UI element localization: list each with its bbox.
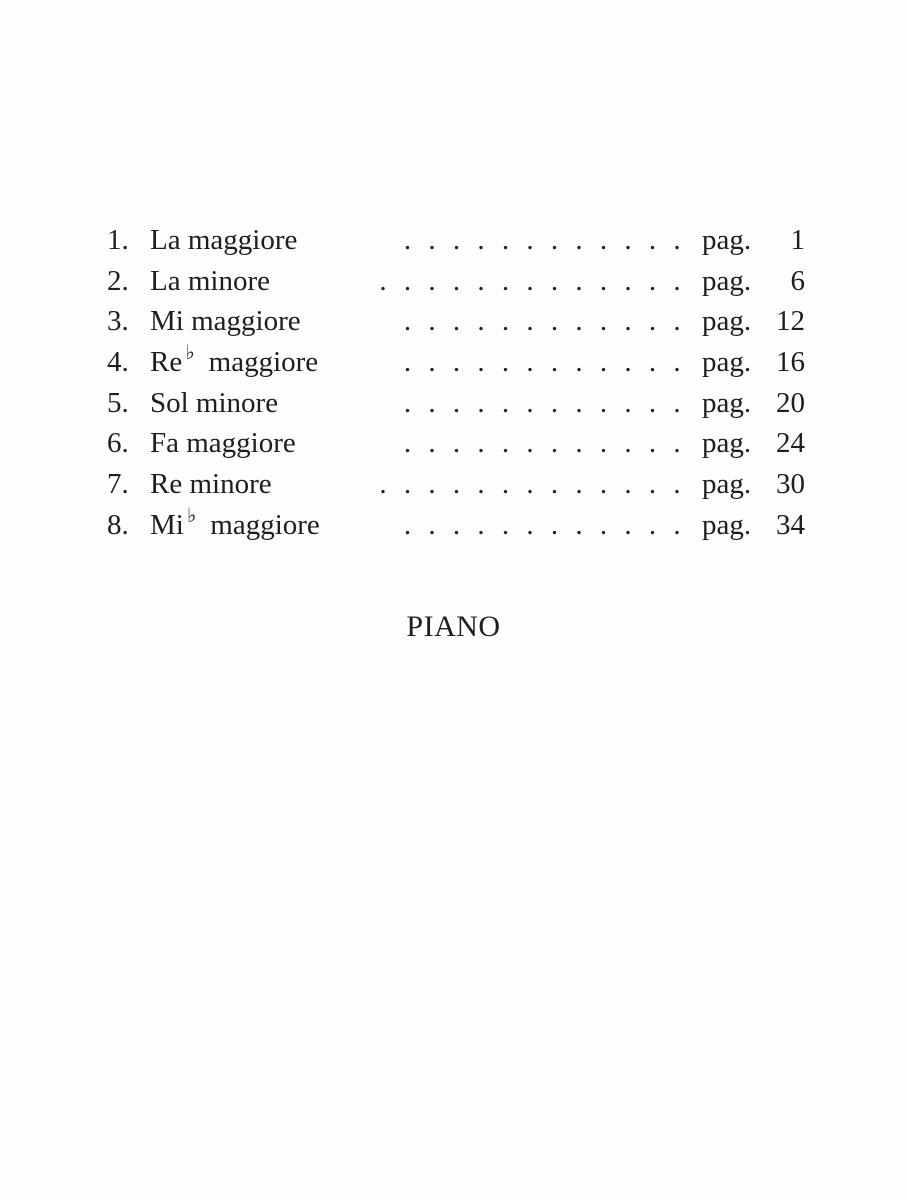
leader-dot: . [550,264,559,297]
toc-number: 5. [107,386,129,419]
leader-dot: . [648,508,657,541]
toc-entry [107,505,805,546]
leader-dot: . [452,224,461,256]
toc-title [150,301,301,341]
toc-page-number: 6 [790,264,805,297]
leader-dot: . [526,427,534,460]
toc-number: 7. [107,468,129,501]
toc-page-label: pag. [702,468,752,501]
leader-dot: . [648,224,657,256]
leader-dot: . [452,427,461,460]
toc-number: 6. [107,427,129,460]
leader-dot: . [599,346,608,379]
leader-dot: . [575,346,583,379]
leader-dot: . [648,427,657,460]
leader-dot: . [624,508,632,541]
leader-dot: . [624,427,632,460]
toc-page-number: 20 [776,386,805,419]
toc-number: 1. [107,224,129,256]
leader-dot: . [428,346,436,379]
leader-dot: . [452,264,461,297]
toc-page-label: pag. [702,305,752,338]
leader-dot: . [403,224,412,256]
toc-page-number: 1 [790,224,805,256]
leader-dot: . [428,386,436,419]
leader-dot: . [526,264,534,297]
leader-dot: . [477,468,485,501]
leader-dot: . [452,305,461,338]
toc-page-number: 34 [776,508,805,541]
leader-dot: . [477,224,485,256]
leader-dot: . [575,264,583,297]
toc-title [150,220,297,260]
leader-dot: . [403,508,412,541]
toc-number: 3. [107,305,129,338]
leader-dot: . [599,264,608,297]
toc-page-label: pag. [702,264,752,297]
toc-entry [107,301,805,342]
leader-dot: . [477,264,485,297]
leader-dot: . [599,468,608,501]
toc-number: 2. [107,264,129,297]
toc-number: 4. [107,346,129,379]
toc-title [150,423,296,463]
toc-title-text: Re minore [150,468,272,501]
toc-title-text: Mi [150,508,184,541]
toc-title-text: La maggiore [150,224,298,256]
leader-dot: . [648,305,657,338]
toc-page-number: 30 [776,468,805,501]
leader-dot: . [501,346,510,379]
toc-page-label: pag. [702,427,752,460]
leader-dot: . [550,224,559,256]
instrument-label: PIANO [406,610,501,643]
leader-dot: . [648,264,657,297]
toc-page-label: pag. [702,386,752,419]
leader-dot: . [575,468,583,501]
leader-dot: . [673,224,681,256]
leader-dot: . [624,224,632,256]
leader-dot: . [526,346,534,379]
leader-dot: . [452,386,461,419]
leader-dot: . [550,508,559,541]
leader-dot: . [501,508,510,541]
leader-dot: . [403,386,412,419]
leader-dot: . [403,427,412,460]
toc-page-number: 16 [776,346,805,379]
leader-dot: . [624,346,632,379]
leader-dot: . [575,305,583,338]
leader-dot: . [428,468,436,501]
leader-dot: . [648,346,657,379]
leader-dot: . [379,264,387,297]
leader-dot: . [501,427,510,460]
toc-title-text: Mi maggiore [150,305,301,338]
leader-dot: . [599,427,608,460]
toc-page-label: pag. [702,224,752,256]
leader-dot: . [550,468,559,501]
toc-title-suffix: maggiore [210,508,320,541]
leader-dot: . [501,264,510,297]
leader-dot: . [452,346,461,379]
leader-dot: . [624,468,632,501]
leader-dot: . [648,468,657,501]
leader-dot: . [673,305,681,338]
toc-page-label: pag. [702,346,752,379]
leader-dot: . [526,224,534,256]
toc-title-text: Re [150,346,183,379]
leader-dot: . [428,224,436,256]
leader-dot: . [428,427,436,460]
leader-dot: . [673,468,681,501]
toc-entry [107,423,805,464]
leader-dot: . [526,386,534,419]
leader-dot: . [550,346,559,379]
toc-title-text: Fa maggiore [150,427,296,460]
leader-dot: . [624,264,632,297]
toc-entry [107,261,805,302]
toc-title [150,464,272,504]
leader-dot: . [477,305,485,338]
leader-dot: . [428,508,436,541]
toc-entry [107,383,805,424]
leader-dot: . [599,224,608,256]
leader-dot: . [501,224,510,256]
toc-title [150,383,278,423]
leader-dot: . [673,386,681,419]
toc-number: 8. [107,508,129,541]
leader-dot: . [624,305,632,338]
leader-dot: . [477,346,485,379]
leader-dot: . [673,346,681,379]
toc-title-suffix: maggiore [208,346,319,379]
leader-dot: . [673,264,681,297]
toc-title [150,261,270,301]
leader-dot: . [501,305,510,338]
leader-dot: . [379,468,387,501]
leader-dot: . [526,468,534,501]
leader-dot: . [477,386,485,419]
leader-dot: . [599,386,608,419]
toc-entry [107,464,805,505]
toc-page-number: 12 [776,305,805,338]
leader-dot: . [673,427,681,460]
leader-dot: . [550,427,559,460]
toc-page-label: pag. [702,508,752,541]
leader-dot: . [428,264,436,297]
leader-dot: . [550,305,559,338]
toc-title [150,342,318,385]
leader-dot: . [648,386,657,419]
leader-dot: . [403,468,412,501]
leader-dot: . [477,427,485,460]
toc-entry [107,220,805,261]
leader-dot: . [403,346,412,379]
leader-dot: . [501,386,510,419]
leader-dot: . [575,224,583,256]
toc-title [150,505,320,548]
leader-dot: . [599,508,608,541]
leader-dot: . [477,508,485,541]
leader-dot: . [501,468,510,501]
leader-dot: . [452,508,461,541]
table-of-contents [107,220,805,546]
leader-dot: . [575,508,583,541]
leader-dot: . [526,508,534,541]
flat-sign: ♭ [185,342,195,365]
leader-dot: . [452,468,461,501]
leader-dot: . [428,305,436,338]
leader-dot: . [575,427,583,460]
toc-title-text: Sol minore [150,386,279,419]
leader-dot: . [526,305,534,338]
leader-dot: . [550,386,559,419]
leader-dot: . [624,386,632,419]
leader-dot: . [575,386,583,419]
leader-dot: . [673,508,681,541]
flat-sign: ♭ [186,504,197,527]
toc-title-text: La minore [150,264,270,297]
leader-dot: . [403,264,412,297]
toc-entry [107,342,805,383]
toc-page-number: 24 [776,427,805,460]
leader-dot: . [599,305,608,338]
leader-dot: . [403,305,412,338]
